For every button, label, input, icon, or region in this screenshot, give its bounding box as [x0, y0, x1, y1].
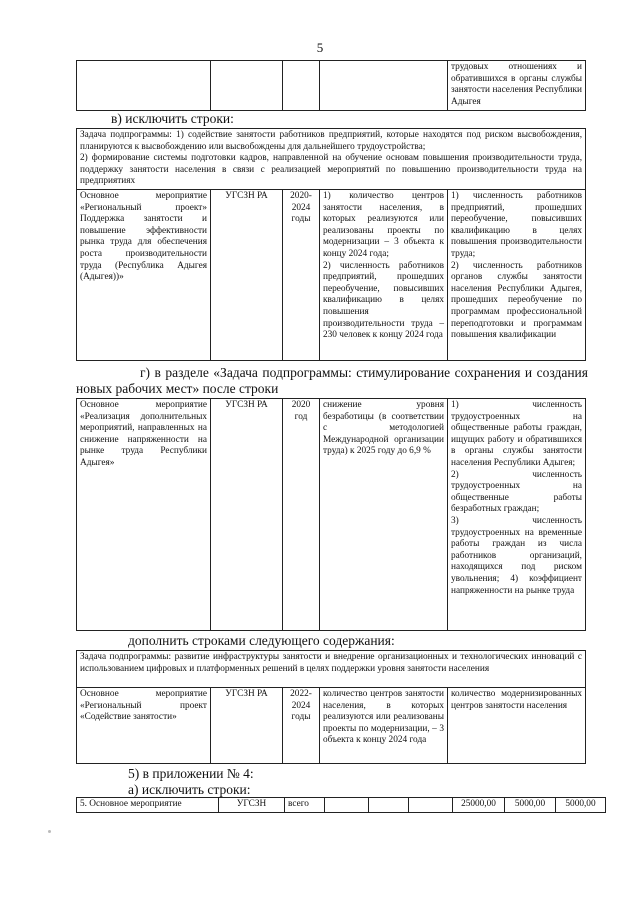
finance-measure-cell: 5. Основное мероприятие	[77, 798, 219, 813]
indicators-cell: 1) численность трудоустроенных на общественные работы граждан, ищущих работу и обратившихся в органы службы занятости населения Республики Адыгея; 2) численность трудоустроенных на общественные работы безработных граждан; 3) численность трудоустроенных на временные работы граждан из числа работников организаций, находящихся под риском увольнения; 4) коэффициент напряженности на рынке труда	[448, 399, 586, 631]
table-after-row	[76, 398, 586, 631]
finance-value-cell: 25000,00	[453, 798, 505, 813]
measure-cell: Основное мероприятие «Региональный проект» Поддержка занятости и повышение эффективности рынка труда для обеспечения роста производительности труда (Республика Адыгея (Адыгея))»	[77, 190, 211, 361]
task-row: Задача подпрограммы: 1) содействие занятости работников предприятий, которые находятся под риском высвобождения, планируются к высвобождению или высвобождены для дальнейшего трудоустройства; 2) формирование системы подготовки кадров, направленной на обучение основам повышения производительности труда, поддержку занятости населения в связи с реализацией мероприятий по повышению производительности труда на предприятиях	[77, 129, 586, 190]
scan-speck	[48, 830, 51, 833]
years-cell: 2020 год	[283, 399, 320, 631]
executor-cell: УГСЗН РА	[211, 688, 283, 764]
heading-add: дополнить строками следующего содержания:	[128, 633, 395, 648]
indicators-cell: 1) численность работников предприятий, прошедших переобучение, повысивших квалификацию в целях повышения производительности труда; 2) численность работников органов службы занятости населения Республики Адыгея, прошедших переобучение по программам профессиональной переподготовки и программам повышения квалификации	[448, 190, 586, 361]
finance-table	[76, 797, 606, 813]
result-cell: количество центров занятости населения, в которых реализуются или реализованы проекты по модернизации, – 3 объекта к концу 2024 года	[320, 688, 448, 764]
heading-v: в) исключить строки:	[111, 111, 234, 126]
executor-cell: УГСЗН РА	[211, 399, 283, 631]
continuation-empty-cell	[211, 61, 283, 111]
continuation-empty-cell	[320, 61, 448, 111]
finance-empty-cell	[409, 798, 453, 813]
result-cell: 1) количество центров занятости населения, в которых реализуются или реализованы проекты по модернизации – 3 объекта к концу 2024 года; 2) численность работников предприятий, прошедших переобучение, повысивших квалификацию в целях повышения производительности труда – 230 человек к концу 2024 года	[320, 190, 448, 361]
heading-appendix-4: 5) в приложении № 4:	[128, 766, 254, 781]
continuation-indicator-cell: трудовых отношениях и обратившихся в органы службы занятости населения Республики Адыгея	[448, 61, 586, 111]
executor-cell: УГСЗН РА	[211, 190, 283, 361]
heading-g: г) в разделе «Задача подпрограммы: стимулирование сохранения и создания новых рабочих мест» после строки	[76, 365, 588, 396]
years-cell: 2022-2024 годы	[283, 688, 320, 764]
measure-cell: Основное мероприятие «Региональный проект «Содействие занятости»	[77, 688, 211, 764]
measure-cell: Основное мероприятие «Реализация дополнительных мероприятий, направленных на снижение напряженности на рынке труда Республики Адыгея»	[77, 399, 211, 631]
task-row: Задача подпрограммы: развитие инфраструктуры занятости и внедрение организационных и технологических инноваций с использованием цифровых и платформенных решений в целях поддержки уровня занятости населения	[77, 651, 586, 688]
table-remove-rows	[76, 128, 586, 361]
finance-value-cell: 5000,00	[556, 798, 606, 813]
finance-total-label: всего	[285, 798, 325, 813]
finance-executor-cell: УГСЗН	[219, 798, 285, 813]
continuation-empty-cell	[77, 61, 211, 111]
continuation-table	[76, 60, 586, 111]
indicators-cell: количество модернизированных центров занятости населения	[448, 688, 586, 764]
years-cell: 2020-2024 годы	[283, 190, 320, 361]
table-added-rows	[76, 650, 586, 764]
page-number: 5	[316, 40, 324, 55]
heading-a: а) исключить строки:	[128, 782, 251, 797]
finance-empty-cell	[325, 798, 369, 813]
finance-empty-cell	[369, 798, 409, 813]
finance-value-cell: 5000,00	[505, 798, 556, 813]
continuation-empty-cell	[283, 61, 320, 111]
result-cell: снижение уровня безработицы (в соответствии с методологией Международной организации труда) к 2025 году до 6,9 %	[320, 399, 448, 631]
